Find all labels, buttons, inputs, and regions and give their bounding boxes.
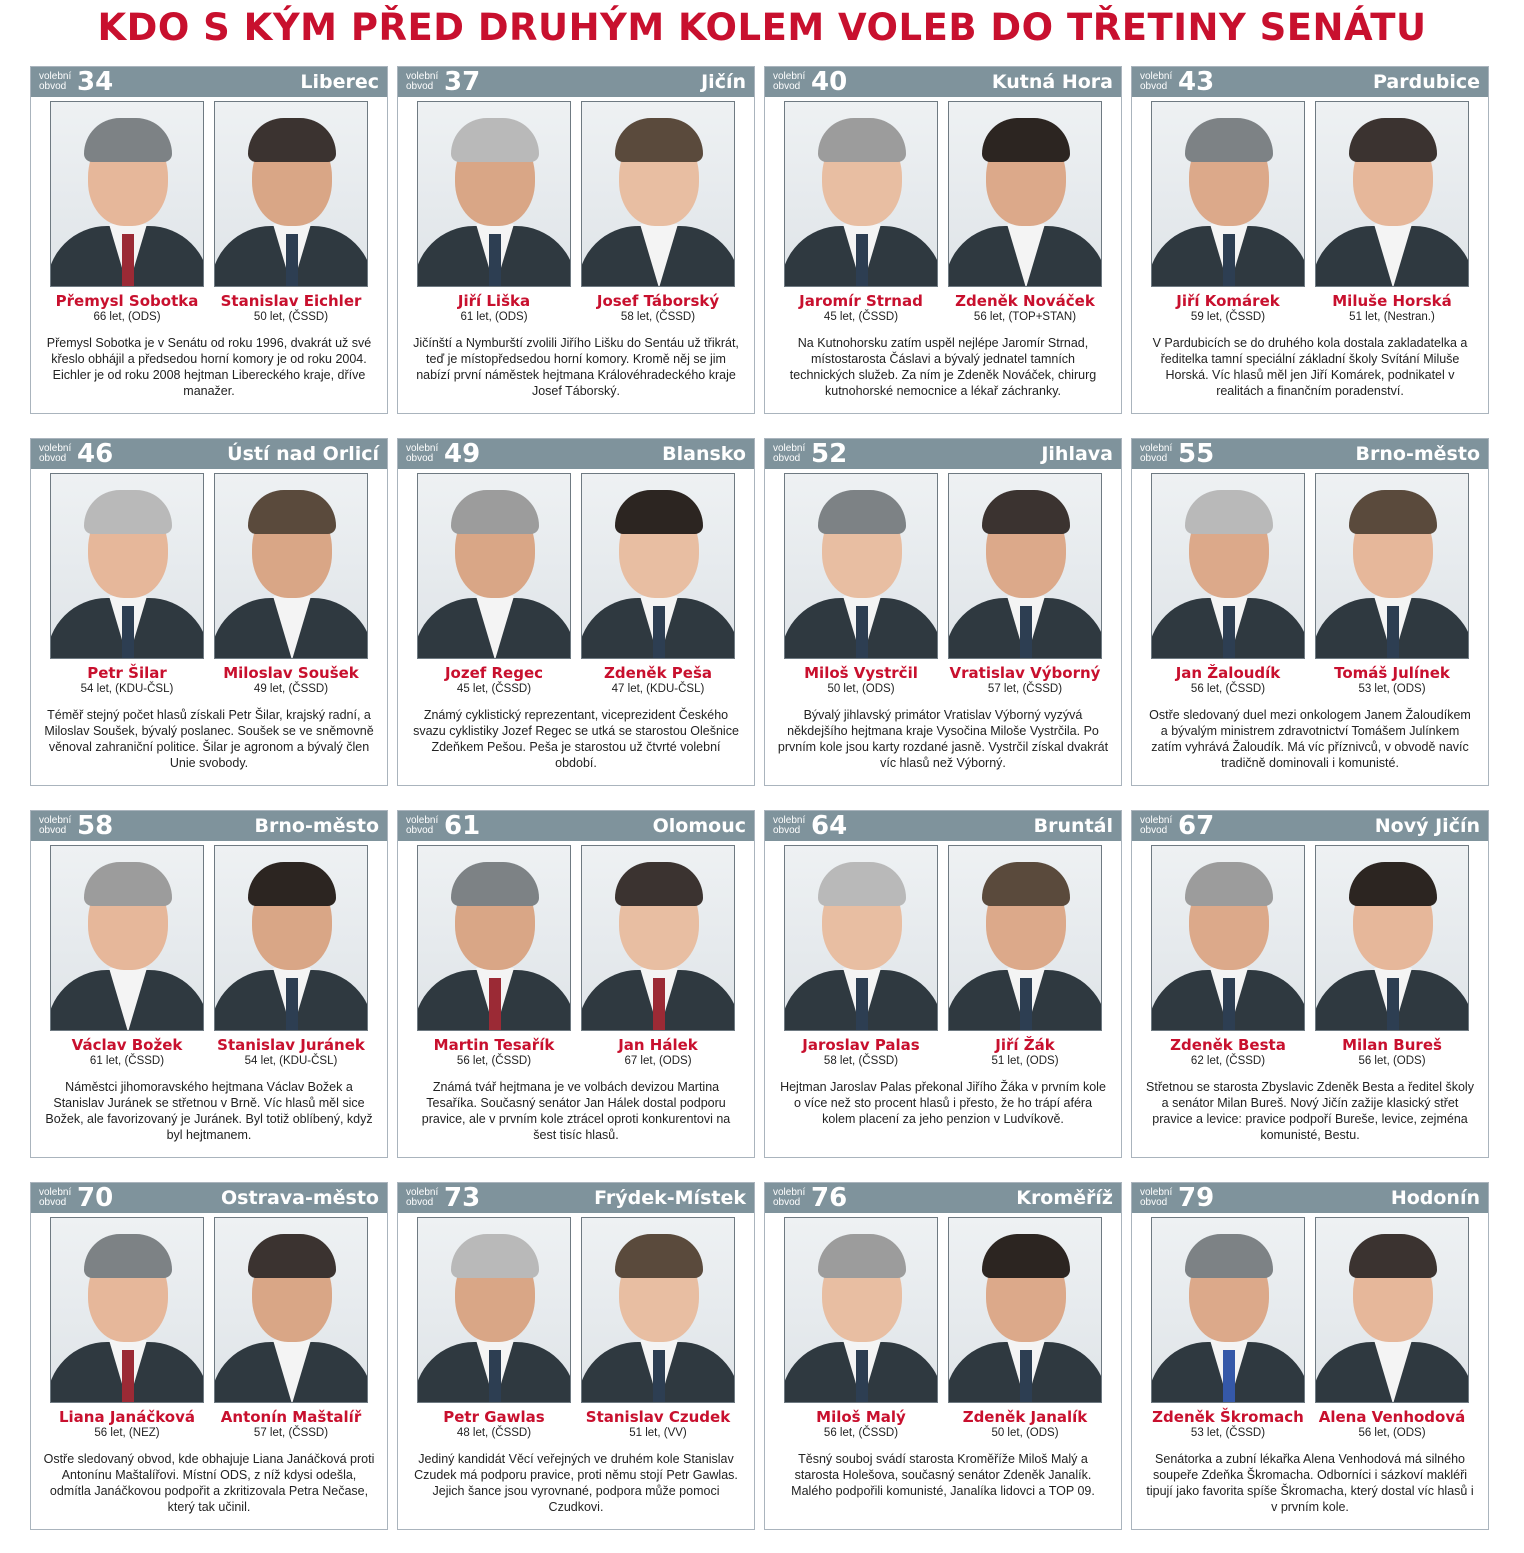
tie <box>653 1350 665 1403</box>
candidate-photo <box>1151 1217 1305 1403</box>
hair <box>818 1234 906 1278</box>
district-description: V Pardubicích se do druhého kola dostala zakladatelka a ředitelka tamní speciální základní školy Svítání Miluše Horská. Víc hlasů měl jen Jiří Komárek, podnikatel v realitách a finančním poradenství. <box>1152 336 1468 398</box>
district-header <box>765 439 1121 469</box>
tie <box>489 978 501 1031</box>
candidate-photo <box>50 845 204 1031</box>
district-header <box>398 811 754 841</box>
district-number: 52 <box>811 439 848 469</box>
hair <box>1349 490 1437 534</box>
obvod-label: volební obvod <box>39 443 72 464</box>
candidate-info: 51 let, (VV) <box>629 1427 687 1439</box>
district-description: Náměstci jihomoravského hejtmana Václav Božek a Stanislav Juránek se střetnou v Brně. Víc hlasů měl sice Božek, ale favorizovaný je Juránek. Byl totiž oblíbený, když byl hejtmanem. <box>45 1080 373 1142</box>
candidate-info: 56 let, (ČSSD) <box>1190 683 1266 695</box>
candidate <box>784 1217 938 1439</box>
candidate-name: Zdeněk Škromach <box>1152 1408 1304 1426</box>
hair <box>818 490 906 534</box>
candidates <box>1132 101 1488 323</box>
district-name: Ústí nad Orlicí <box>227 443 379 465</box>
candidate-name: Miluše Horská <box>1332 292 1452 310</box>
candidate-info: 67 let, (ODS) <box>624 1055 692 1067</box>
tie <box>122 606 134 659</box>
candidate <box>581 101 735 323</box>
district-header <box>1132 1183 1488 1213</box>
tie <box>1223 234 1235 287</box>
candidate-name: Jiří Komárek <box>1176 292 1280 310</box>
hair <box>1185 118 1273 162</box>
candidates <box>1132 845 1488 1067</box>
candidate-info: 58 let, (ČSSD) <box>823 1055 899 1067</box>
candidate-name: Zdeněk Nováček <box>955 292 1095 310</box>
hair <box>451 862 539 906</box>
candidate-photo <box>417 473 571 659</box>
candidate <box>1151 845 1305 1067</box>
candidate-info: 47 let, (KDU-ČSL) <box>611 683 705 695</box>
district-description: Přemysl Sobotka je v Senátu od roku 1996, dvakrát už své křeslo obhájil a předsedou horní komory je od roku 2004. Eichler je od roku 2008 hejtman Libereckého kraje, dříve manažer. <box>46 336 372 398</box>
candidate <box>581 473 735 695</box>
candidate <box>417 101 571 323</box>
district-description: Těsný souboj svádí starosta Kroměříže Miloš Malý a starosta Holešova, současný senátor Zdeněk Janalík. Malého podpořili komunisté, Janalíka lidovci a TOP 09. <box>791 1452 1095 1498</box>
hair <box>982 862 1070 906</box>
tie <box>489 1350 501 1403</box>
candidate-photo <box>581 1217 735 1403</box>
obvod-label: volební obvod <box>1140 443 1173 464</box>
candidate-name: Miloš Malý <box>816 1408 906 1426</box>
candidate-name: Alena Venhodová <box>1318 1408 1466 1426</box>
district-number: 64 <box>811 811 848 841</box>
tie <box>1223 606 1235 659</box>
hair <box>615 1234 703 1278</box>
candidate-photo <box>417 1217 571 1403</box>
candidate-photo <box>417 101 571 287</box>
candidate-name: Milan Bureš <box>1342 1036 1442 1054</box>
candidate <box>784 845 938 1067</box>
candidate <box>948 101 1102 323</box>
candidate-photo <box>784 845 938 1031</box>
candidate-photo <box>214 473 368 659</box>
district-header <box>1132 811 1488 841</box>
hair <box>1185 862 1273 906</box>
obvod-label: volební obvod <box>1140 1187 1173 1208</box>
district-name: Kroměříž <box>1016 1187 1113 1209</box>
district-header <box>1132 67 1488 97</box>
hair <box>84 862 172 906</box>
district-description: Jičínští a Nymburští zvolili Jiřího Lišku do Sentáu už třikrát, teď je místopředsedou horní komory. Kromě něj se jim nabízí první náměstek hejtmana Královéhradeckého kraje Josef Táborský. <box>413 336 739 398</box>
tie <box>122 1350 134 1403</box>
candidate-photo <box>948 845 1102 1031</box>
district-description: Známá tvář hejtmana je ve volbách devizou Martina Tesaříka. Současný senátor Jan Hálek dostal podporu pravice, ale v prvním kole ztrácel oproti konkurentovi na šest tisíc hlasů. <box>421 1080 731 1142</box>
tie <box>856 606 868 659</box>
district-card <box>1131 810 1489 1158</box>
candidate <box>50 845 204 1067</box>
district-header <box>31 67 387 97</box>
district-name: Ostrava-město <box>221 1187 379 1209</box>
candidate-info: 57 let, (ČSSD) <box>987 683 1063 695</box>
obvod-label: volební obvod <box>406 1187 439 1208</box>
candidates <box>398 101 754 323</box>
obvod-label: volební obvod <box>406 443 439 464</box>
district-name: Nový Jičín <box>1374 815 1480 837</box>
candidates <box>31 1217 387 1439</box>
candidate-name: Zdeněk Peša <box>603 664 713 682</box>
district-description: Ostře sledovaný duel mezi onkologem Janem Žaloudíkem a bývalým ministrem zdravotnictví Tomášem Julínkem zatím vyhrává Žaloudík. Má víc příznivců, v obvodě navíc tradičně dominovali i komunisté. <box>1149 708 1471 770</box>
candidate-photo <box>948 101 1102 287</box>
candidate-name: Josef Táborský <box>596 292 720 310</box>
hair <box>1185 490 1273 534</box>
candidate-info: 51 let, (ODS) <box>991 1055 1059 1067</box>
candidate-info: 49 let, (ČSSD) <box>253 683 329 695</box>
tie <box>856 1350 868 1403</box>
district-description: Bývalý jihlavský primátor Vratislav Výborný vyzývá někdejšího hejtmana kraje Vysočina Miloše Vystrčila. Po prvním kole jsou karty rozdané jasně. Vystrčil získal dvakrát víc hlasů než Výborný. <box>777 708 1109 770</box>
tie <box>1020 978 1032 1031</box>
candidate <box>50 101 204 323</box>
candidate-info: 48 let, (ČSSD) <box>456 1427 532 1439</box>
district-card <box>30 66 388 414</box>
candidate-name: Tomáš Julínek <box>1334 664 1450 682</box>
candidate <box>784 473 938 695</box>
candidate-photo <box>1151 845 1305 1031</box>
candidate <box>1315 101 1469 323</box>
hair <box>84 490 172 534</box>
district-name: Kutná Hora <box>991 71 1113 93</box>
hair <box>1349 1234 1437 1278</box>
candidate-photo <box>50 101 204 287</box>
candidate-info: 54 let, (KDU-ČSL) <box>80 683 174 695</box>
tie <box>1223 1350 1235 1403</box>
tie <box>856 234 868 287</box>
tie <box>653 606 665 659</box>
candidate-photo <box>581 845 735 1031</box>
candidates <box>765 845 1121 1067</box>
candidate-photo <box>214 845 368 1031</box>
candidate-info: 56 let, (ODS) <box>1358 1427 1426 1439</box>
candidates <box>31 473 387 695</box>
district-number: 79 <box>1178 1183 1215 1213</box>
candidate-name: Jozef Regec <box>444 664 544 682</box>
candidates <box>1132 473 1488 695</box>
candidate-photo <box>581 473 735 659</box>
candidate-name: Jaroslav Palas <box>802 1036 920 1054</box>
candidates <box>31 845 387 1067</box>
hair <box>84 118 172 162</box>
district-card <box>764 438 1122 786</box>
candidate-name: Jiří Žák <box>995 1036 1055 1054</box>
tie <box>1020 606 1032 659</box>
candidate-info: 53 let, (ODS) <box>1358 683 1426 695</box>
candidate-photo <box>214 1217 368 1403</box>
candidate-name: Jan Hálek <box>618 1036 698 1054</box>
candidate-name: Miloš Vystrčil <box>804 664 918 682</box>
candidate-info: 58 let, (ČSSD) <box>620 311 696 323</box>
tie <box>1020 1350 1032 1403</box>
candidate-photo <box>1151 473 1305 659</box>
candidate-info: 61 let, (ODS) <box>460 311 528 323</box>
district-header <box>765 811 1121 841</box>
district-number: 76 <box>811 1183 848 1213</box>
district-card <box>1131 1182 1489 1530</box>
candidate-name: Jan Žaloudík <box>1175 664 1281 682</box>
district-name: Liberec <box>300 71 379 93</box>
district-header <box>398 1183 754 1213</box>
district-number: 40 <box>811 67 848 97</box>
candidate <box>948 1217 1102 1439</box>
candidate-photo <box>1151 101 1305 287</box>
hair <box>248 118 336 162</box>
candidate-name: Zdeněk Besta <box>1170 1036 1286 1054</box>
district-card <box>397 438 755 786</box>
district-card <box>30 1182 388 1530</box>
district-name: Olomouc <box>652 815 746 837</box>
district-number: 34 <box>77 67 114 97</box>
obvod-label: volební obvod <box>1140 815 1173 836</box>
candidate <box>1151 473 1305 695</box>
district-header <box>31 1183 387 1213</box>
obvod-label: volební obvod <box>39 1187 72 1208</box>
candidate-photo <box>784 473 938 659</box>
hair <box>451 490 539 534</box>
district-name: Jihlava <box>1041 443 1113 465</box>
district-name: Frýdek-Místek <box>594 1187 746 1209</box>
candidate-photo <box>948 1217 1102 1403</box>
candidate <box>784 101 938 323</box>
candidate <box>214 473 368 695</box>
candidate-info: 56 let, (NEZ) <box>94 1427 160 1439</box>
page-title: KDO S KÝM PŘED DRUHÝM KOLEM VOLEB DO TŘETINY SENÁTU <box>97 6 1427 49</box>
candidate-name: Petr Gawlas <box>443 1408 545 1426</box>
candidate-name: Vratislav Výborný <box>949 664 1101 682</box>
district-name: Brno-město <box>1355 443 1480 465</box>
tie <box>286 234 298 287</box>
hair <box>451 1234 539 1278</box>
district-name: Pardubice <box>1373 71 1480 93</box>
district-description: Ostře sledovaný obvod, kde obhajuje Liana Janáčková proti Antonínu Maštalířovi. Místní ODS, z níž kdysi odešla, odmítla Janáčkovou podpořit a zkritizovala Petra Nečase, který tak učinil. <box>43 1452 375 1514</box>
candidate-name: Zdeněk Janalík <box>962 1408 1088 1426</box>
candidate-photo <box>50 1217 204 1403</box>
district-description: Známý cyklistický reprezentant, viceprezident Českého svazu cyklistiky Jozef Regec se utká se starostou Olešnice Zdeňkem Pešou. Peša je starostou už čtvrté volební období. <box>413 708 739 770</box>
hair <box>982 118 1070 162</box>
candidate <box>1315 845 1469 1067</box>
hair <box>982 1234 1070 1278</box>
hair <box>451 118 539 162</box>
district-number: 61 <box>444 811 481 841</box>
tie <box>1387 978 1399 1031</box>
district-name: Hodonín <box>1390 1187 1480 1209</box>
candidate <box>1315 1217 1469 1439</box>
candidate-photo <box>1315 845 1469 1031</box>
candidate <box>417 1217 571 1439</box>
district-number: 46 <box>77 439 114 469</box>
district-card <box>764 66 1122 414</box>
district-card <box>1131 66 1489 414</box>
candidate-name: Petr Šilar <box>87 664 167 682</box>
district-description: Hejtman Jaroslav Palas překonal Jiřího Žáka v prvním kole o více než sto procent hlasů i přesto, že ho trápí aféra kolem placení za jeho penzion v Ludvíkově. <box>780 1080 1106 1126</box>
candidates <box>31 101 387 323</box>
candidate-info: 66 let, (ODS) <box>93 311 161 323</box>
district-header <box>31 439 387 469</box>
districts-grid <box>30 66 1490 1530</box>
district-card <box>397 1182 755 1530</box>
district-card <box>397 66 755 414</box>
candidate-info: 51 let, (Nestran.) <box>1349 311 1435 323</box>
district-description: Jediný kandidát Věcí veřejných ve druhém kole Stanislav Czudek má podporu pravice, proti němu stojí Petr Gawlas. Jejich šance jsou vyrovnané, podpora může pomoci Czudkovi. <box>414 1452 738 1514</box>
district-card <box>30 810 388 1158</box>
tie <box>1387 606 1399 659</box>
candidate-info: 50 let, (ODS) <box>991 1427 1059 1439</box>
district-header <box>765 67 1121 97</box>
candidate <box>214 1217 368 1439</box>
district-header <box>398 67 754 97</box>
obvod-label: volební obvod <box>773 1187 806 1208</box>
tie <box>1223 978 1235 1031</box>
candidate-photo <box>214 101 368 287</box>
district-header <box>398 439 754 469</box>
candidate-photo <box>784 101 938 287</box>
hair <box>818 862 906 906</box>
hair <box>248 490 336 534</box>
candidate-photo <box>1315 473 1469 659</box>
candidate-info: 45 let, (ČSSD) <box>456 683 532 695</box>
candidate <box>948 845 1102 1067</box>
candidate-info: 62 let, (ČSSD) <box>1190 1055 1266 1067</box>
district-name: Bruntál <box>1033 815 1113 837</box>
tie <box>122 234 134 287</box>
district-number: 55 <box>1178 439 1215 469</box>
candidate <box>214 845 368 1067</box>
district-card <box>397 810 755 1158</box>
candidate-info: 45 let, (ČSSD) <box>823 311 899 323</box>
obvod-label: volební obvod <box>773 443 806 464</box>
candidates <box>1132 1217 1488 1439</box>
district-number: 70 <box>77 1183 114 1213</box>
candidate <box>1315 473 1469 695</box>
candidates <box>398 473 754 695</box>
candidate <box>417 473 571 695</box>
candidate-photo <box>784 1217 938 1403</box>
candidate-name: Liana Janáčková <box>58 1408 196 1426</box>
district-name: Blansko <box>662 443 746 465</box>
candidate-name: Miloslav Soušek <box>223 664 359 682</box>
hair <box>615 862 703 906</box>
obvod-label: volební obvod <box>39 71 72 92</box>
district-header <box>1132 439 1488 469</box>
district-number: 73 <box>444 1183 481 1213</box>
candidate-info: 61 let, (ČSSD) <box>89 1055 165 1067</box>
tie <box>489 234 501 287</box>
district-name: Jičín <box>701 71 746 93</box>
tie <box>286 978 298 1031</box>
candidate <box>581 845 735 1067</box>
hair <box>84 1234 172 1278</box>
candidate-name: Jiří Liška <box>457 292 531 310</box>
tie <box>653 978 665 1031</box>
candidate-photo <box>948 473 1102 659</box>
district-number: 37 <box>444 67 481 97</box>
candidate-info: 56 let, (TOP+STAN) <box>973 311 1077 323</box>
district-number: 58 <box>77 811 114 841</box>
candidate-name: Stanislav Eichler <box>220 292 362 310</box>
candidates <box>765 1217 1121 1439</box>
hair <box>818 118 906 162</box>
candidate <box>50 473 204 695</box>
district-header <box>31 811 387 841</box>
candidate-name: Stanislav Czudek <box>585 1408 731 1426</box>
district-description: Střetnou se starosta Zbyslavic Zdeněk Besta a ředitel školy a senátor Milan Bureš. Nový Jičín zažije klasický střet pravice a levice: pravice podpoří Bureše, levice, zejména komunisté, Bestu. <box>1146 1080 1474 1142</box>
candidate-info: 56 let, (ČSSD) <box>823 1427 899 1439</box>
candidate-name: Přemysl Sobotka <box>55 292 199 310</box>
hair <box>1349 118 1437 162</box>
district-description: Téměř stejný počet hlasů získali Petr Šilar, krajský radní, a Miloslav Soušek, bývalý poslanec. Soušek se ve sněmovně věnoval zahraniční politice. Šilar je agronom a bývalý člen Unie svobody. <box>44 708 374 770</box>
district-card <box>764 1182 1122 1530</box>
district-card <box>30 438 388 786</box>
candidate-info: 56 let, (ČSSD) <box>456 1055 532 1067</box>
candidate <box>417 845 571 1067</box>
candidate-name: Antonín Maštalíř <box>220 1408 362 1426</box>
hair <box>1349 862 1437 906</box>
candidate-info: 50 let, (ČSSD) <box>253 311 329 323</box>
district-number: 43 <box>1178 67 1215 97</box>
hair <box>248 1234 336 1278</box>
candidate-info: 54 let, (KDU-ČSL) <box>244 1055 338 1067</box>
candidate-info: 57 let, (ČSSD) <box>253 1427 329 1439</box>
hair <box>1185 1234 1273 1278</box>
candidate <box>214 101 368 323</box>
candidate <box>1151 1217 1305 1439</box>
candidate <box>948 473 1102 695</box>
candidate-name: Martin Tesařík <box>433 1036 555 1054</box>
candidates <box>765 473 1121 695</box>
district-number: 49 <box>444 439 481 469</box>
candidates <box>398 845 754 1067</box>
candidate-name: Stanislav Juránek <box>217 1036 365 1054</box>
obvod-label: volební obvod <box>406 815 439 836</box>
obvod-label: volební obvod <box>406 71 439 92</box>
hair <box>248 862 336 906</box>
candidate-name: Václav Božek <box>71 1036 183 1054</box>
district-header <box>765 1183 1121 1213</box>
candidate-photo <box>417 845 571 1031</box>
candidates <box>398 1217 754 1439</box>
obvod-label: volební obvod <box>39 815 72 836</box>
hair <box>982 490 1070 534</box>
candidate-info: 59 let, (ČSSD) <box>1190 311 1266 323</box>
district-number: 67 <box>1178 811 1215 841</box>
candidate <box>1151 101 1305 323</box>
district-name: Brno-město <box>254 815 379 837</box>
obvod-label: volební obvod <box>773 71 806 92</box>
obvod-label: volební obvod <box>773 815 806 836</box>
candidate <box>581 1217 735 1439</box>
candidate-photo <box>1315 101 1469 287</box>
hair <box>615 118 703 162</box>
district-description: Senátorka a zubní lékařka Alena Venhodová má silného soupeře Zdeňka Škromacha. Odborníci i sázkoví makléři tipují jako favorita spíše Škromacha, který dostal víc hlasů i v prvním kole. <box>1146 1452 1474 1514</box>
district-card <box>1131 438 1489 786</box>
candidate-photo <box>581 101 735 287</box>
candidate-info: 53 let, (ČSSD) <box>1190 1427 1266 1439</box>
candidates <box>765 101 1121 323</box>
candidate-photo <box>1315 1217 1469 1403</box>
hair <box>615 490 703 534</box>
candidate-photo <box>50 473 204 659</box>
candidate <box>50 1217 204 1439</box>
tie <box>856 978 868 1031</box>
candidate-info: 50 let, (ODS) <box>827 683 895 695</box>
district-card <box>764 810 1122 1158</box>
obvod-label: volební obvod <box>1140 71 1173 92</box>
candidate-name: Jaromír Strnad <box>799 292 923 310</box>
candidate-info: 56 let, (ODS) <box>1358 1055 1426 1067</box>
district-description: Na Kutnohorsku zatím uspěl nejlépe Jaromír Strnad, místostarosta Čáslavi a bývalý jednatel tamních technických služeb. Za ním je Zdeněk Nováček, chirurg kutnohorské nemocnice a lékař záchranky. <box>789 336 1097 398</box>
